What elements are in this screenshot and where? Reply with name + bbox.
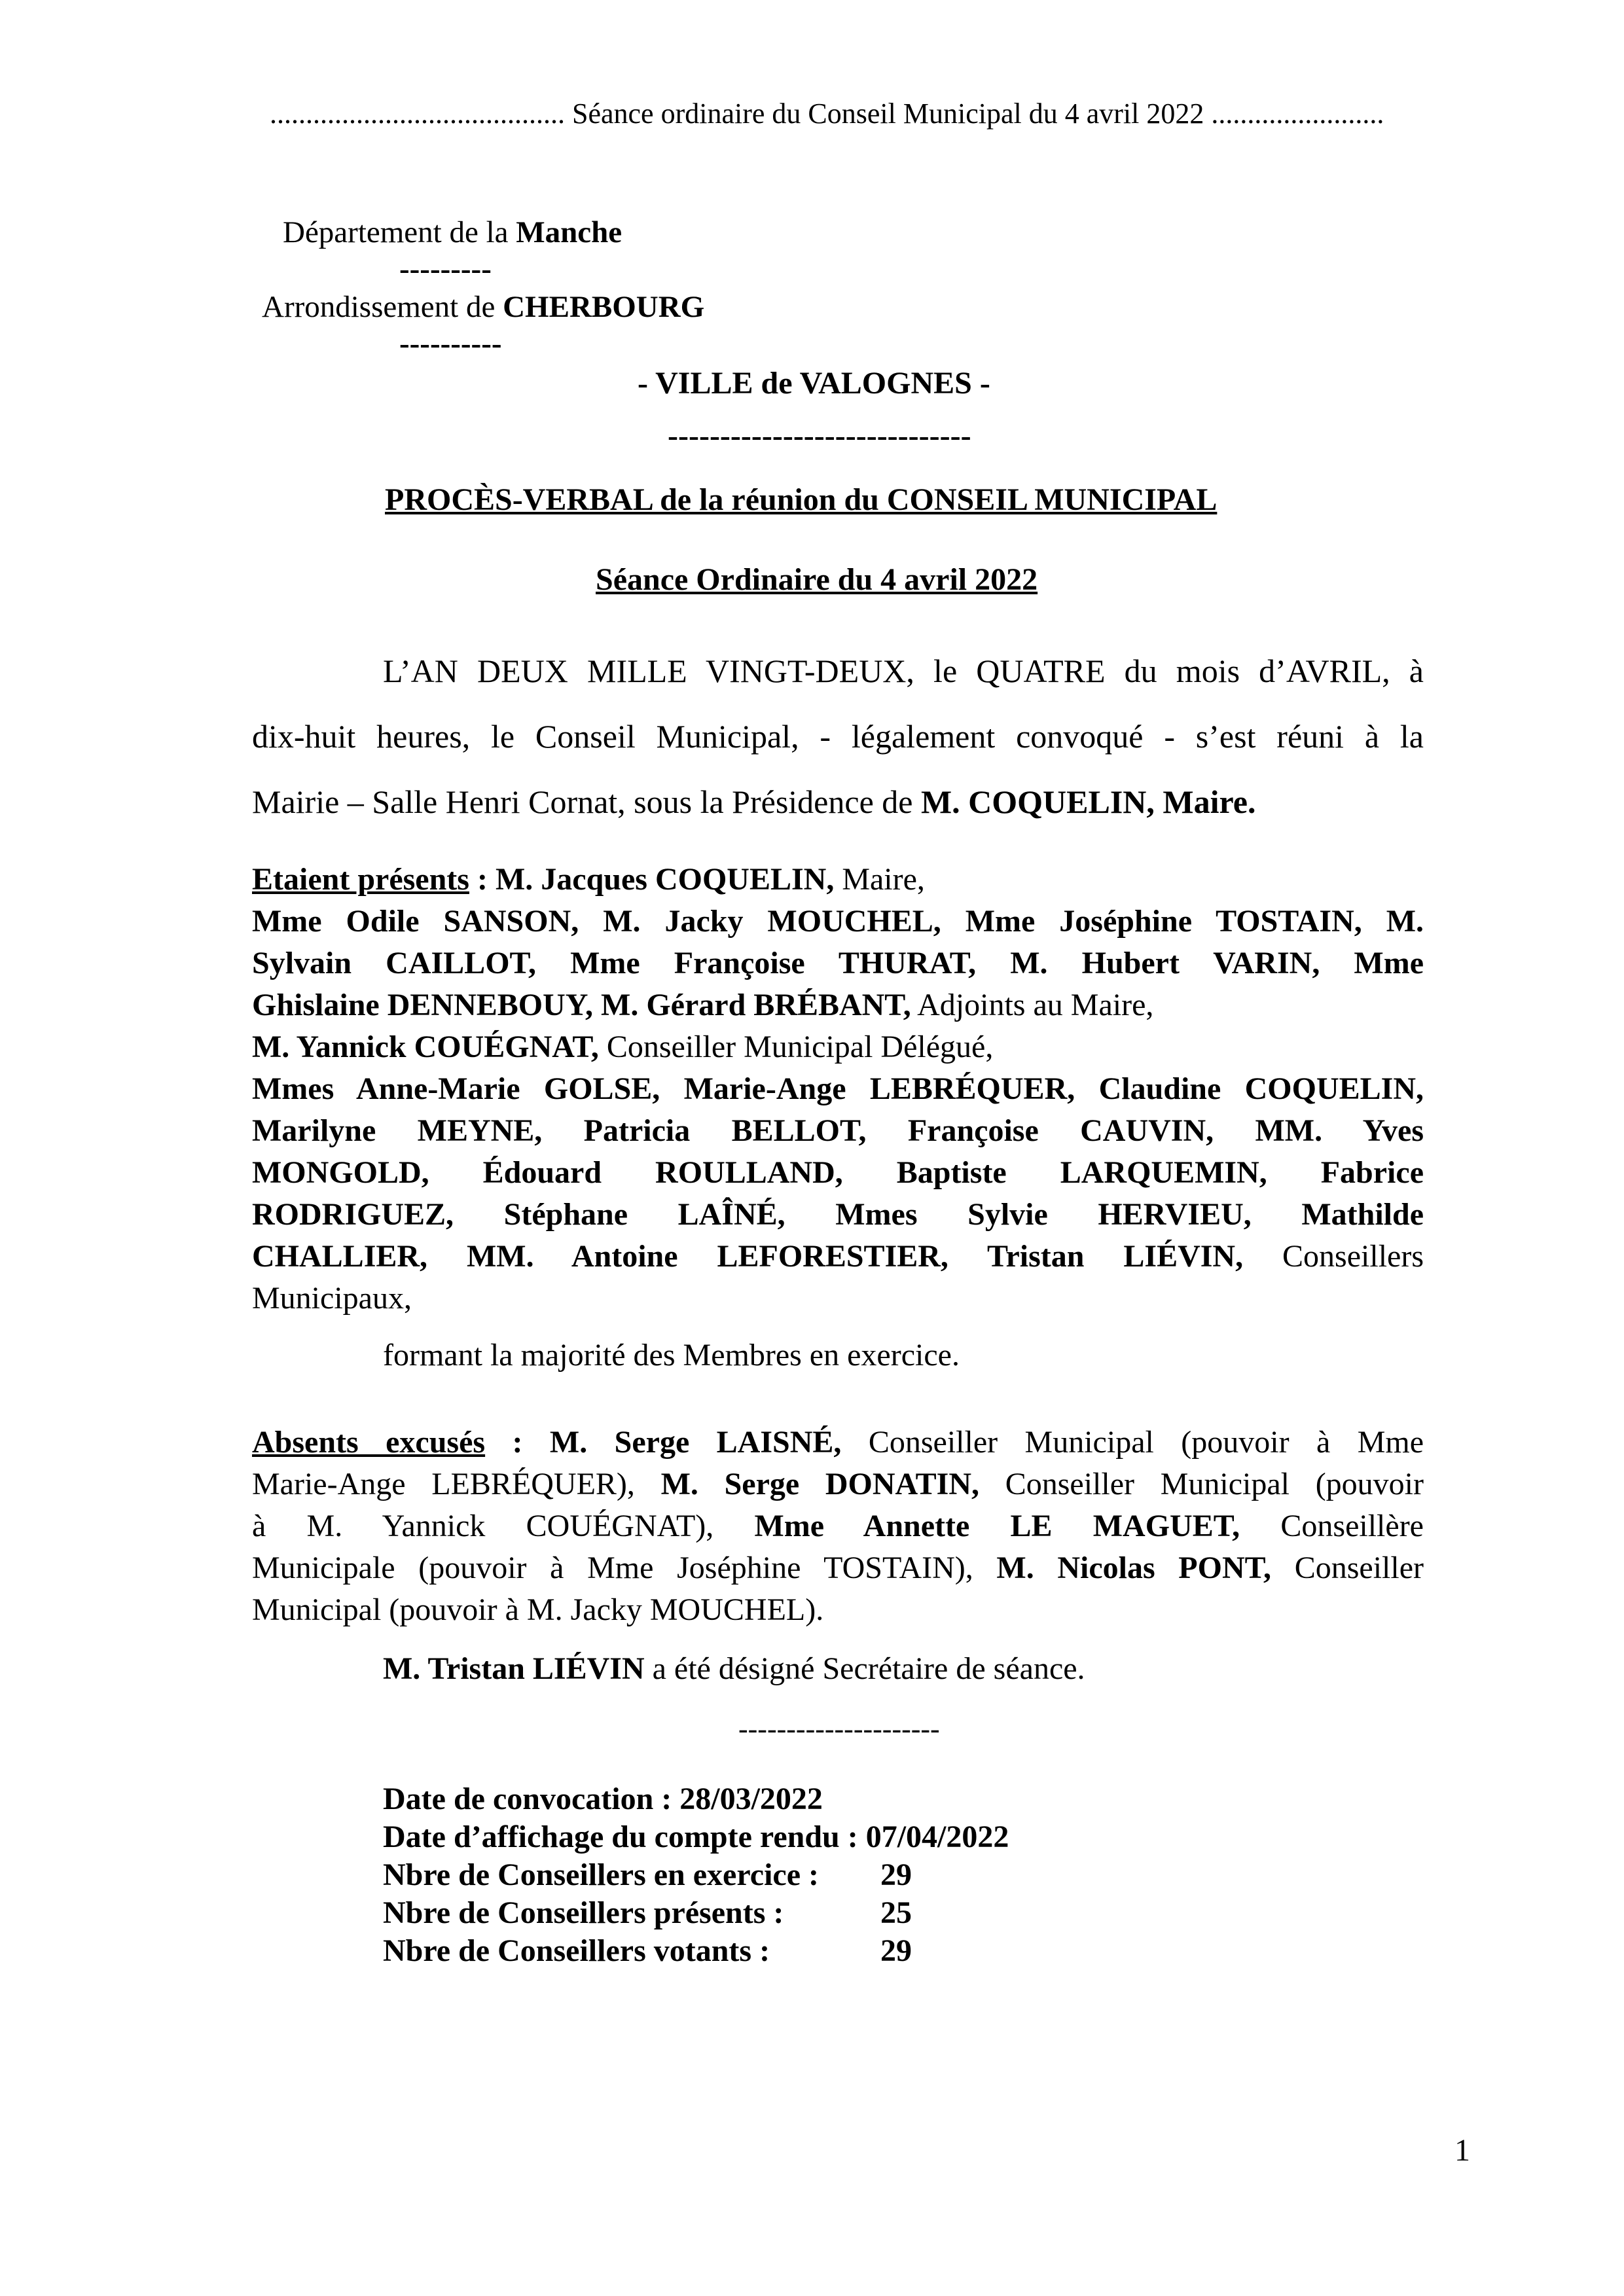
affichage-date: Date d’affichage du compte rendu : 07/04/2022 xyxy=(383,1820,1009,1854)
document-title-text: PROCÈS-VERBAL de la réunion du CONSEIL MUNICIPAL xyxy=(385,482,1218,517)
absents-line-4: Municipale (pouvoir à Mme Joséphine TOSTAIN), M. Nicolas PONT, Conseiller xyxy=(252,1551,1424,1585)
departement-name: Manche xyxy=(516,215,623,249)
presents-line-6: Mmes Anne-Marie GOLSE, Marie-Ange LEBRÉQUER, Claudine COQUELIN, xyxy=(252,1071,1424,1106)
separator-4: --------------------- xyxy=(738,1713,940,1745)
stat-presents: Nbre de Conseillers présents : 25 xyxy=(383,1895,912,1930)
absents-label: Absents excusés xyxy=(252,1425,486,1460)
document-subtitle-text: Séance Ordinaire du 4 avril 2022 xyxy=(596,562,1038,597)
header-dots-right: ........................ xyxy=(1211,98,1384,130)
presents-paragraph xyxy=(252,859,1424,1319)
absents-line-1: Absents excusés : M. Serge LAISNÉ, Conseiller Municipal (pouvoir à Mme xyxy=(252,1425,1424,1460)
stats-block xyxy=(383,1780,1009,1970)
intro-line-3 xyxy=(252,769,1424,834)
ville-title: - VILLE de VALOGNES - xyxy=(638,366,990,401)
arrondissement-name: CHERBOURG xyxy=(503,290,705,324)
separator-3: ----------------------------- xyxy=(668,418,971,453)
secretary-name: M. Tristan LIÉVIN xyxy=(383,1651,645,1686)
absents-line-2: Marie-Ange LEBRÉQUER), M. Serge DONATIN, Conseiller Municipal (pouvoir xyxy=(252,1467,1424,1501)
stat-votants-value: 29 xyxy=(880,1933,912,1968)
absents-paragraph xyxy=(252,1422,1424,1631)
majority-statement: formant la majorité des Membres en exercice. xyxy=(383,1338,960,1372)
intro-line-3-bold: M. COQUELIN, Maire. xyxy=(920,783,1256,820)
stat-votants: Nbre de Conseillers votants : 29 xyxy=(383,1933,912,1968)
departement-prefix: Département de la xyxy=(283,215,509,249)
presents-line-1: Etaient présents : M. Jacques COQUELIN, Maire, xyxy=(252,862,925,897)
stat-exercice: Nbre de Conseillers en exercice : 29 xyxy=(383,1857,912,1892)
presents-mayor: M. Jacques COQUELIN, xyxy=(495,862,835,897)
intro-paragraph xyxy=(252,638,1424,834)
absents-line-3: à M. Yannick COUÉGNAT), Mme Annette LE MAGUET, Conseillère xyxy=(252,1509,1424,1543)
convocation-date: Date de convocation : 28/03/2022 xyxy=(383,1782,823,1816)
stat-presents-value: 25 xyxy=(880,1895,912,1930)
document-subtitle xyxy=(596,563,1038,598)
presents-line-5: M. Yannick COUÉGNAT, Conseiller Municipal Délégué, xyxy=(252,1030,994,1064)
arrondissement-line xyxy=(262,291,704,325)
presents-label: Etaient présents xyxy=(252,862,469,897)
running-header xyxy=(270,98,1384,130)
secretary-line: M. Tristan LIÉVIN a été désigné Secrétaire de séance. xyxy=(383,1651,1085,1686)
presents-line-10: CHALLIER, MM. Antoine LEFORESTIER, Tristan LIÉVIN, Conseillers xyxy=(252,1239,1424,1274)
header-dots-left: ......................................... xyxy=(270,98,565,130)
presents-line-2: Mme Odile SANSON, M. Jacky MOUCHEL, Mme Joséphine TOSTAIN, M. xyxy=(252,904,1424,939)
presents-line-11: Municipaux, xyxy=(252,1281,412,1316)
arrondissement-prefix: Arrondissement de xyxy=(262,290,496,324)
separator-2: ---------- xyxy=(399,327,502,361)
presents-line-8: MONGOLD, Édouard ROULLAND, Baptiste LARQUEMIN, Fabrice xyxy=(252,1155,1424,1190)
absents-line-5: Municipal (pouvoir à M. Jacky MOUCHEL). xyxy=(252,1592,824,1627)
document-title xyxy=(385,483,1217,518)
header-title: Séance ordinaire du Conseil Municipal du 4 avril 2022 xyxy=(572,98,1204,130)
page-number: 1 xyxy=(1454,2133,1470,2168)
intro-line-3-plain: Mairie – Salle Henri Cornat, sous la Présidence de xyxy=(252,783,913,820)
presents-line-3: Sylvain CAILLOT, Mme Françoise THURAT, M. Hubert VARIN, Mme xyxy=(252,946,1424,980)
separator-1: --------- xyxy=(399,252,492,286)
presents-line-7: Marilyne MEYNE, Patricia BELLOT, Françoise CAUVIN, MM. Yves xyxy=(252,1113,1424,1148)
presents-line-9: RODRIGUEZ, Stéphane LAÎNÉ, Mmes Sylvie HERVIEU, Mathilde xyxy=(252,1197,1424,1232)
stat-exercice-value: 29 xyxy=(880,1857,912,1892)
intro-line-2: dix-huit heures, le Conseil Municipal, - légalement convoqué - s’est réuni à la xyxy=(252,718,1424,755)
intro-line-1: L’AN DEUX MILLE VINGT-DEUX, le QUATRE du mois d’AVRIL, à xyxy=(383,653,1424,689)
departement-line xyxy=(283,216,622,250)
presents-line-4: Ghislaine DENNEBOUY, M. Gérard BRÉBANT, Adjoints au Maire, xyxy=(252,988,1154,1022)
